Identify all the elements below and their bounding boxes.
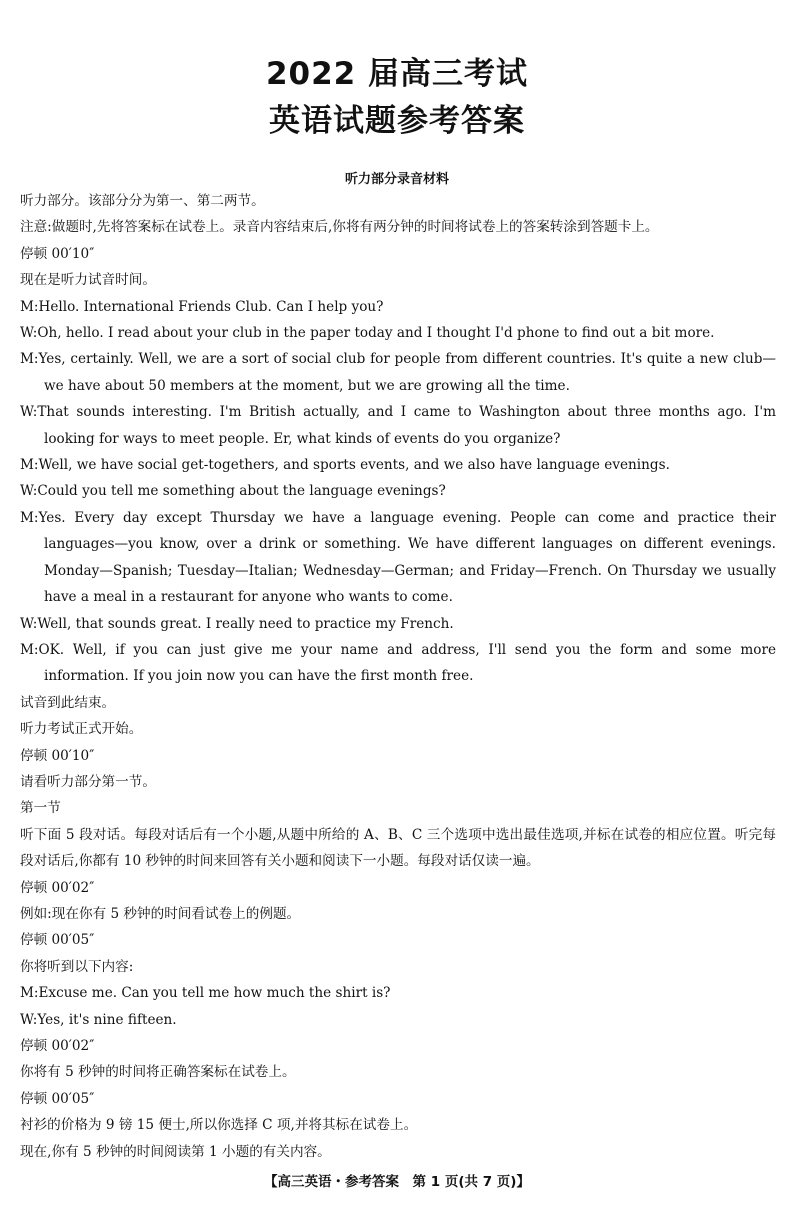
paragraph: 听下面 5 段对话。每段对话后有一个小题,从题中所给的 A、B、C 三个选项中选出最佳选项,并标在试卷的相应位置。听完每段对话后,你都有 10 秒钟的时间来回答有关小题和阅读下一小题。每段对话仅读一遍。 [20,826,776,870]
document-title-line2: 英语试题参考答案 [269,103,525,139]
dialogue-line: W:Well, that sounds great. I really need to practice my French. [20,615,454,632]
document-title-line1: 2022 届高三考试 [265,56,529,92]
pause-marker: 停顿 00′10″ [20,747,95,764]
paragraph: 例如:现在你有 5 秒钟的时间看试卷上的例题。 [20,905,301,922]
dialogue-line: M:OK. Well, if you can just give me your name and address, I'll send you the form and some more information. If you join now you can have the first month free. [20,641,776,685]
dialogue-line: M:Hello. International Friends Club. Can I help you? [20,298,384,315]
section-label: 第一节 [20,800,61,817]
paragraph: 衬衫的价格为 9 镑 15 便士,所以你选择 C 项,并将其标在试卷上。 [20,1117,418,1134]
dialogue-line: W:Oh, hello. I read about your club in the paper today and I thought I'd phone to find out a bit more. [20,325,715,342]
pause-marker: 停顿 00′05″ [20,1090,95,1107]
paragraph: 现在,你有 5 秒钟的时间阅读第 1 小题的有关内容。 [20,1143,331,1160]
dialogue-line: M:Yes. Every day except Thursday we have a language evening. People can come and practice their languages—you know, over a drink or something. We have different languages on different evenings. Monday—Spanish; Tuesday—Italian; Wednesday—German; and Friday—French. On Thursday we usually have a meal in a restaurant for anyone who wants to come. [20,509,776,606]
paragraph: 你将听到以下内容: [20,958,134,975]
dialogue-line: W:That sounds interesting. I'm British actually, and I came to Washington about three months ago. I'm looking for ways to meet people. Er, what kinds of events do you organize? [20,404,776,447]
page-footer: 【高三英语・参考答案 第 1 页(共 7 页)】 [264,1174,530,1190]
section-heading: 听力部分录音材料 [344,172,449,187]
pause-marker: 停顿 00′02″ [20,879,95,896]
paragraph: 现在是听力试音时间。 [20,272,156,289]
paragraph: 请看听力部分第一节。 [20,773,156,790]
paragraph: 你将有 5 秒钟的时间将正确答案标在试卷上。 [20,1064,296,1081]
pause-marker: 停顿 00′02″ [20,1038,95,1054]
pause-marker: 停顿 00′05″ [20,932,95,949]
dialogue-line: W:Could you tell me something about the language evenings? [20,483,446,500]
dialogue-line: M:Well, we have social get-togethers, and sports events, and we also have language evenings. [20,457,670,474]
dialogue-line: M:Yes, certainly. Well, we are a sort of social club for people from different countries. It's quite a new club—we have about 50 members at the moment, but we are growing all the time. [20,351,776,394]
paragraph: 听力考试正式开始。 [20,721,143,738]
paragraph: 听力部分。该部分分为第一、第二两节。 [20,193,265,209]
pause-marker: 停顿 00′10″ [20,245,95,262]
paragraph: 注意:做题时,先将答案标在试卷上。录音内容结束后,你将有两分钟的时间将试卷上的答案转涂到答题卡上。 [20,219,659,236]
dialogue-line: M:Excuse me. Can you tell me how much the shirt is? [20,985,391,1002]
paragraph: 试音到此结束。 [20,694,116,711]
dialogue-line: W:Yes, it's nine fifteen. [20,1011,177,1028]
transcript-body [20,188,776,1165]
